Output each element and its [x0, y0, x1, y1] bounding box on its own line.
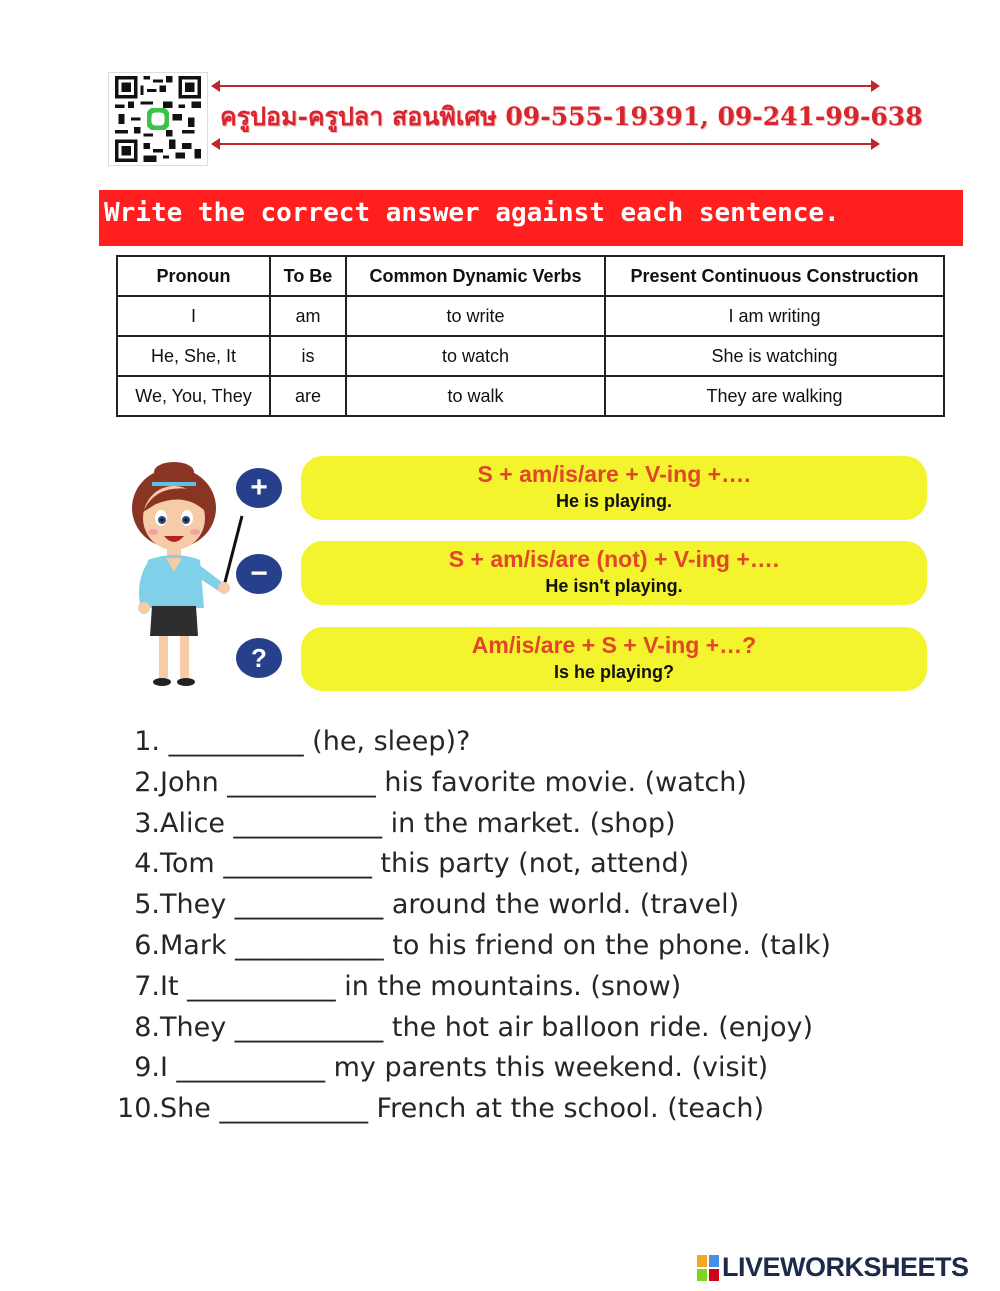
item-text-after: the hot air balloon ride. (enjoy) — [383, 1011, 814, 1043]
answer-blank[interactable]: __________ — [168, 726, 304, 757]
item-text-before: John — [160, 766, 228, 798]
item-text-after: my parents this weekend. (visit) — [325, 1052, 769, 1084]
exercise-item — [110, 844, 910, 885]
header-arrow-top — [213, 85, 878, 87]
formula-text: S + am/is/are (not) + V-ing +…. — [448, 546, 780, 572]
tutor-contact: ครูปอม-ครูปลา สอนพิเศษ 09-555-19391, 09-241-99-638 — [220, 102, 923, 131]
formula-text: S + am/is/are + V-ing +…. — [477, 461, 751, 487]
exercise-item — [110, 967, 910, 1008]
answer-blank[interactable]: ___________ — [176, 1052, 326, 1084]
exercise-item — [110, 885, 910, 926]
table-header-row — [117, 256, 944, 296]
qr-code — [108, 72, 208, 166]
question-formula-box — [301, 627, 927, 691]
table-cell: I am writing — [605, 296, 944, 336]
item-number: 10. — [117, 1093, 160, 1125]
answer-blank[interactable]: ___________ — [234, 1011, 384, 1043]
liveworksheets-logo[interactable] — [697, 1252, 969, 1288]
item-text-before: She — [160, 1093, 220, 1125]
table-header: Present Continuous Construction — [605, 256, 944, 296]
table-cell: They are walking — [605, 376, 944, 416]
item-text-after: French at the school. (teach) — [367, 1093, 764, 1125]
table-header: Pronoun — [117, 256, 270, 296]
item-text-after: in the market. (shop) — [382, 807, 676, 839]
item-text-after: in the mountains. (snow) — [335, 970, 682, 1002]
minus-icon: − — [236, 554, 282, 594]
table-cell: to watch — [346, 336, 605, 376]
affirmative-formula-box — [301, 456, 927, 520]
item-text-after: (he, sleep)? — [303, 726, 471, 757]
exercise-item — [110, 1048, 910, 1089]
table-cell: am — [270, 296, 346, 336]
exercise-item — [110, 926, 910, 967]
item-text-after: to his friend on the phone. (talk) — [383, 929, 831, 961]
item-text-before: Alice — [160, 807, 234, 839]
exercise-item — [110, 1008, 910, 1049]
negative-formula-box — [301, 541, 927, 605]
instruction-text: Write the correct answer against each sentence. — [104, 198, 840, 228]
item-number: 8. — [134, 1011, 160, 1043]
exercise-item — [110, 763, 910, 804]
item-number: 4. — [134, 848, 160, 880]
item-text-before: Mark — [160, 929, 236, 961]
table-header: Common Dynamic Verbs — [346, 256, 605, 296]
item-number: 6. — [134, 929, 160, 961]
exercise-item — [110, 722, 910, 763]
item-text-before: Tom — [160, 848, 224, 880]
item-text-before: They — [160, 889, 235, 921]
item-number: 9. — [134, 1052, 160, 1084]
item-text-after: around the world. (travel) — [383, 889, 740, 921]
table-cell: She is watching — [605, 336, 944, 376]
formula-text: Am/is/are + S + V-ing +…? — [471, 632, 757, 658]
answer-blank[interactable]: ___________ — [187, 970, 336, 1002]
item-text-before: I — [160, 1052, 177, 1084]
item-text-after: his favorite movie. (watch) — [375, 766, 747, 798]
item-number: 7. — [134, 970, 160, 1002]
example-text: He is playing. — [555, 491, 673, 511]
exercise-item — [110, 1089, 910, 1130]
instruction-banner — [99, 190, 963, 246]
table-cell: are — [270, 376, 346, 416]
table-cell: to write — [346, 296, 605, 336]
table-cell: to walk — [346, 376, 605, 416]
item-text-before: They — [160, 1011, 235, 1043]
table-row — [117, 296, 944, 336]
example-text: Is he playing? — [553, 662, 675, 682]
logo-text: LIVEWORKSHEETS — [722, 1252, 969, 1282]
teacher-illustration — [126, 460, 246, 692]
answer-blank[interactable]: ___________ — [235, 929, 384, 961]
table-row — [117, 376, 944, 416]
table-header: To Be — [270, 256, 346, 296]
item-text-after: this party (not, attend) — [371, 848, 690, 880]
header-arrow-bottom — [213, 143, 878, 145]
table-cell: I — [117, 296, 270, 336]
answer-blank[interactable]: ___________ — [233, 807, 383, 839]
question-icon: ? — [236, 638, 282, 678]
answer-blank[interactable]: ___________ — [227, 766, 376, 798]
table-cell: We, You, They — [117, 376, 270, 416]
plus-icon: + — [236, 468, 282, 508]
answer-blank[interactable]: ___________ — [219, 1093, 368, 1125]
item-number: 1. — [134, 726, 160, 757]
grammar-table — [116, 255, 945, 417]
exercise-list — [110, 722, 910, 1130]
answer-blank[interactable]: ___________ — [234, 889, 384, 921]
item-number: 5. — [134, 889, 160, 921]
item-number: 2. — [134, 766, 160, 798]
exercise-item — [110, 804, 910, 845]
example-text: He isn't playing. — [545, 576, 683, 596]
liveworksheets-icon — [697, 1255, 719, 1281]
item-number: 3. — [134, 807, 160, 839]
table-cell: He, She, It — [117, 336, 270, 376]
answer-blank[interactable]: ___________ — [223, 848, 372, 880]
table-row — [117, 336, 944, 376]
item-text-before: It — [160, 970, 188, 1002]
table-cell: is — [270, 336, 346, 376]
